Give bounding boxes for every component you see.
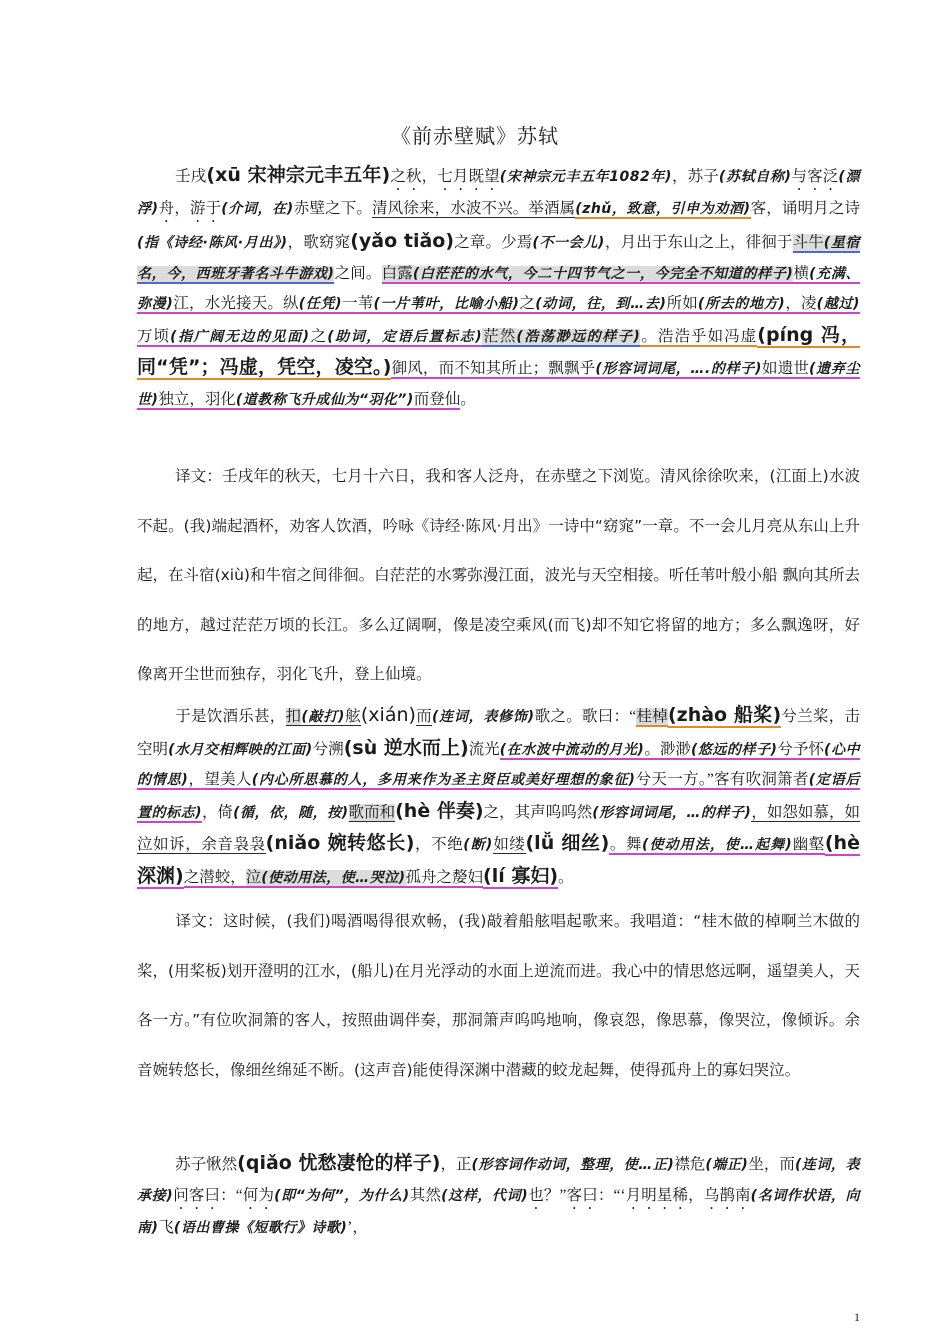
annotation: (形容词作动词，整理，使…正) <box>471 1157 675 1173</box>
translation-label: 译文： <box>175 468 223 485</box>
translation-text: 壬戌年的秋天，七月十六日，我和客人泛舟，在赤壁之下浏览。清风徐徐吹来，(江面上)水波不起。(我)端起酒杯，劝客人饮酒，吟咏《诗经·陈风·月出》一诗中“窈窕”一章。不一会儿月亮从东山上升起，在斗宿(xiù)和牛宿之间徘徊。白茫茫的水雾弥漫江面，波光与天空相接。听任苇叶般小船 飘向其所去的地方，越过茫茫万顷的长江。多么辽阔啊，像是凌空乘风(而飞)却不知它将留的地方；多么飘逸呀，好像离开尘世而独存，羽化飞升，登上仙境。 <box>137 467 860 683</box>
text-span: ，倚 <box>201 803 234 821</box>
highlighted-text: 泣 <box>245 868 262 886</box>
annotated-paragraph-3 <box>137 1148 860 1243</box>
text-span: 而登仙 <box>413 390 461 408</box>
annotation: (悠远的样子) <box>690 741 778 758</box>
text-span: ，正 <box>440 1156 472 1173</box>
text-span: 之间。 <box>334 264 382 282</box>
text-span: 之，其声呜呜然 <box>483 803 593 821</box>
highlighted-text: 斗牛 <box>792 234 824 251</box>
annotation: (介词，在) <box>221 201 294 217</box>
translation-text: 这时候，(我们)喝酒喝得很欢畅，(我)敲着船舷唱起歌来。我唱道：“桂木做的棹啊兰木做的桨，(用桨板)划开澄明的江水，(船儿)在月光浮动的水面上逆流而进。我心中的情思悠远啊，遥望美人，天各一方。”有位吹洞箫的客人，按照曲调伴奏，那洞箫声呜呜地响，像哀怨，像思慕，像哭泣，像倾诉。余音婉转悠长，像细丝绵延不断。(这声音)能使得深渊中潜藏的蛟龙起舞，使得孤舟上的寡妇哭泣。 <box>137 912 860 1079</box>
text-span: 万顷 <box>137 327 171 345</box>
annotation: (敲打) <box>301 709 345 725</box>
highlighted-text: 白露 <box>381 264 413 282</box>
text-span: 。渺渺 <box>644 740 691 758</box>
text-span: 独立，羽化 <box>158 390 236 408</box>
annotation: (内心所思慕的人，多用来作为圣主贤臣或美好理想的象征) <box>251 772 636 788</box>
annotation: (水月交相辉映的江面) <box>168 741 313 758</box>
text-span: 赤壁之下。 <box>293 200 373 217</box>
annotation: (白茫茫的水气，今二十四节气之一，今完全不知道的样子) <box>412 265 794 282</box>
annotation: (niǎo 婉转悠长) <box>265 832 415 854</box>
annotation: (hè 深渊) <box>137 832 860 887</box>
text-span: 之 <box>309 327 328 345</box>
text-span: 流光 <box>468 740 500 758</box>
annotation: (hè 伴奏) <box>395 799 484 822</box>
annotation: (指广阔无边的见面) <box>170 328 310 345</box>
text-span: ，歌窈窕 <box>287 234 351 251</box>
text-span: 横 <box>793 264 810 282</box>
text-span: 而 <box>415 708 432 725</box>
text-span: 清风徐来，水波不兴。举酒属 <box>372 200 576 217</box>
text-span: ，如怨如慕，如泣如诉，余音袅袅 <box>137 803 860 853</box>
annotation: (使动用法，使…起舞) <box>642 837 793 853</box>
text-span: 孤舟之嫠妇 <box>405 868 484 886</box>
annotation: (充满、弥漫) <box>137 265 860 312</box>
text-span: 苏子愀然 <box>175 1156 238 1173</box>
annotation: (断) <box>463 837 493 853</box>
annotation: (píng 冯，同“凭”；冯虚，凭空，凌空。) <box>137 323 860 378</box>
annotation: (yǎo tiǎo) <box>350 230 455 252</box>
text-span: 之 <box>519 295 536 312</box>
annotation: (连词，表修饰) <box>431 709 535 725</box>
text-span: 。 <box>460 390 476 408</box>
annotation: (循，依，随，按) <box>233 804 349 821</box>
text-span: 兮兰桨，击空明 <box>137 708 860 758</box>
annotation: (漂浮) <box>137 169 860 217</box>
annotation: (宋神宗元丰五年1082年) <box>499 169 672 185</box>
text-span: ，不绝 <box>414 836 464 853</box>
text-span: 襟危 <box>674 1156 706 1173</box>
highlighted-text: 歌而和 <box>348 803 396 821</box>
annotation: (即“为何”，为什么) <box>274 1187 410 1204</box>
annotation: (所去的地方) <box>697 296 786 312</box>
annotation: (越过) <box>816 296 860 312</box>
text-span: 坐，而 <box>748 1156 795 1173</box>
text-span: 问客曰：“何为 <box>173 1186 275 1204</box>
text-span: 客，诵明月之诗 <box>750 200 860 217</box>
text-span: 其然 <box>409 1186 442 1204</box>
annotation: (sù 逆水而上) <box>343 736 469 759</box>
text-span: 所如 <box>666 295 698 312</box>
text-span: ’， <box>347 1218 368 1236</box>
annotation: (zhào 船桨) <box>667 704 782 726</box>
annotation: (指《诗经·陈风·月出》) <box>137 235 288 251</box>
annotation: (任凭) <box>298 296 342 312</box>
annotation: (一片苇叶，比喻小船) <box>373 296 520 312</box>
text-span: 舟，游于 <box>158 200 222 217</box>
text-span: 。舞 <box>609 836 643 853</box>
annotation: (zhǔ，致意，引申为劝酒) <box>575 201 751 217</box>
translation-label: 译文： <box>175 913 224 930</box>
annotation: (这样，代词) <box>441 1187 529 1204</box>
text-span: ，苏子 <box>671 168 719 185</box>
annotation: (使动用法，使…哭泣) <box>261 869 406 886</box>
annotation: (助词，定语后置标志) <box>327 328 483 345</box>
highlighted-text: 桂棹 <box>636 708 668 725</box>
text-span: 飞 <box>158 1218 174 1236</box>
annotation: (名词作状语，向南) <box>137 1187 860 1236</box>
annotation: (lǚ 细丝) <box>525 832 610 854</box>
page-title: 《前赤壁赋》苏轼 <box>391 126 559 148</box>
text-span: 如遗世 <box>761 360 810 377</box>
text-span: ，望美人 <box>188 771 252 788</box>
annotation: (形容词词尾，…的样子) <box>592 804 752 821</box>
text-span: 。 <box>558 868 574 886</box>
text-span: 兮天一方。”客有吹洞箫者 <box>635 771 809 788</box>
annotation: (心中的情思) <box>137 741 860 788</box>
text-span: 壬戌 <box>175 168 207 185</box>
annotation: (语出曹操《短歌行》诗歌) <box>173 1219 348 1236</box>
text-span: 。浩浩乎如冯虚 <box>640 327 758 345</box>
annotated-paragraph-1 <box>137 160 860 415</box>
highlighted-text: 茫然 <box>482 327 517 345</box>
annotation: (端正) <box>705 1157 749 1173</box>
text-span: 之潜蛟， <box>183 868 246 886</box>
annotation: (动词，往，到…去) <box>535 296 667 312</box>
text-span: 之章。少焉 <box>454 234 533 251</box>
text-span: 与客泛 <box>791 168 839 185</box>
text-span: 幽壑 <box>792 836 825 853</box>
translation-paragraph-1 <box>137 452 860 700</box>
annotation: (xū 宋神宗元丰五年) <box>206 164 391 186</box>
text-span: 江，水光接天。纵 <box>173 295 299 312</box>
annotation: (星宿名，今，西班牙著名斗牛游戏) <box>137 235 860 282</box>
annotation: (道教称飞升成仙为“羽化”) <box>235 391 414 408</box>
text-span: 也？”客曰：“‘月明星稀，乌鹊南 <box>528 1186 751 1204</box>
annotated-paragraph-2 <box>137 700 860 893</box>
annotation: (xián) <box>360 704 416 726</box>
annotation: (在水波中流动的月光) <box>499 741 645 758</box>
text-span: 御风，而不知其所止；飘飘乎 <box>391 360 596 377</box>
text-span: 兮溯 <box>312 740 344 758</box>
annotation: (lí 寡妇) <box>483 864 559 887</box>
text-span: 一苇 <box>341 295 374 312</box>
annotation: (连词，表承接) <box>137 1157 860 1204</box>
annotation: (qiǎo 忧愁凄怆的样子) <box>237 1152 441 1174</box>
page-number: 1 <box>854 1310 860 1324</box>
text-span: ，凌 <box>785 295 817 312</box>
text-span: ，月出于东山之上，徘徊于 <box>604 234 793 251</box>
annotation: (形容词词尾，….的样子) <box>595 361 762 377</box>
text-span: 之秋，七月既望 <box>390 168 500 185</box>
text-span: 如缕 <box>492 836 526 853</box>
annotation: (定语后置的标志) <box>137 772 861 821</box>
translation-paragraph-2 <box>137 897 860 1095</box>
annotation: (不一会儿) <box>532 235 605 251</box>
text-span: 于是饮酒乐甚， <box>175 708 286 725</box>
annotation: (浩荡渺远的样子) <box>516 328 641 345</box>
annotation: (苏轼自称) <box>718 169 792 185</box>
text-span: 舷 <box>344 708 361 725</box>
text-span: 兮予怀 <box>777 740 825 758</box>
highlighted-text: 扣 <box>285 708 302 725</box>
text-span: 歌之。歌曰：“ <box>534 708 637 725</box>
annotation: (遗弃尘世) <box>137 361 860 408</box>
